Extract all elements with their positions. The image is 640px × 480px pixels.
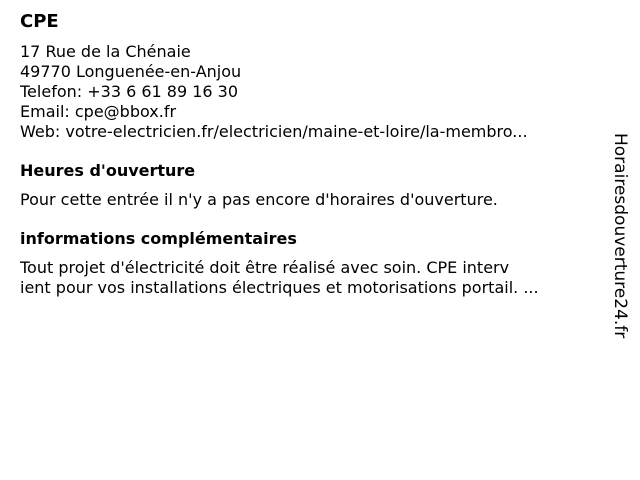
opening-hours-heading: Heures d'ouverture <box>20 161 196 180</box>
site-watermark: Horairesdouverture24.fr <box>610 133 630 339</box>
business-card <box>20 10 592 298</box>
additional-info-text <box>20 258 592 298</box>
opening-hours-text: Pour cette entrée il n'y a pas encore d'horaires d'ouverture. <box>20 190 498 209</box>
additional-info-line-1: Tout projet d'électricité doit être réalisé avec soin. CPE interv <box>20 258 510 277</box>
business-name: CPE <box>20 11 59 32</box>
address-city: 49770 Longuenée-en-Anjou <box>20 62 242 81</box>
address-street: 17 Rue de la Chénaie <box>20 42 191 61</box>
web-line: Web: votre-electricien.fr/electricien/maine-et-loire/la-membro... <box>20 122 528 141</box>
email-line: Email: cpe@bbox.fr <box>20 102 177 121</box>
phone-line: Telefon: +33 6 61 89 16 30 <box>20 82 239 101</box>
additional-info-line-2: ient pour vos installations électriques et motorisations portail. ... <box>20 278 539 297</box>
additional-info-heading: informations complémentaires <box>20 229 297 248</box>
